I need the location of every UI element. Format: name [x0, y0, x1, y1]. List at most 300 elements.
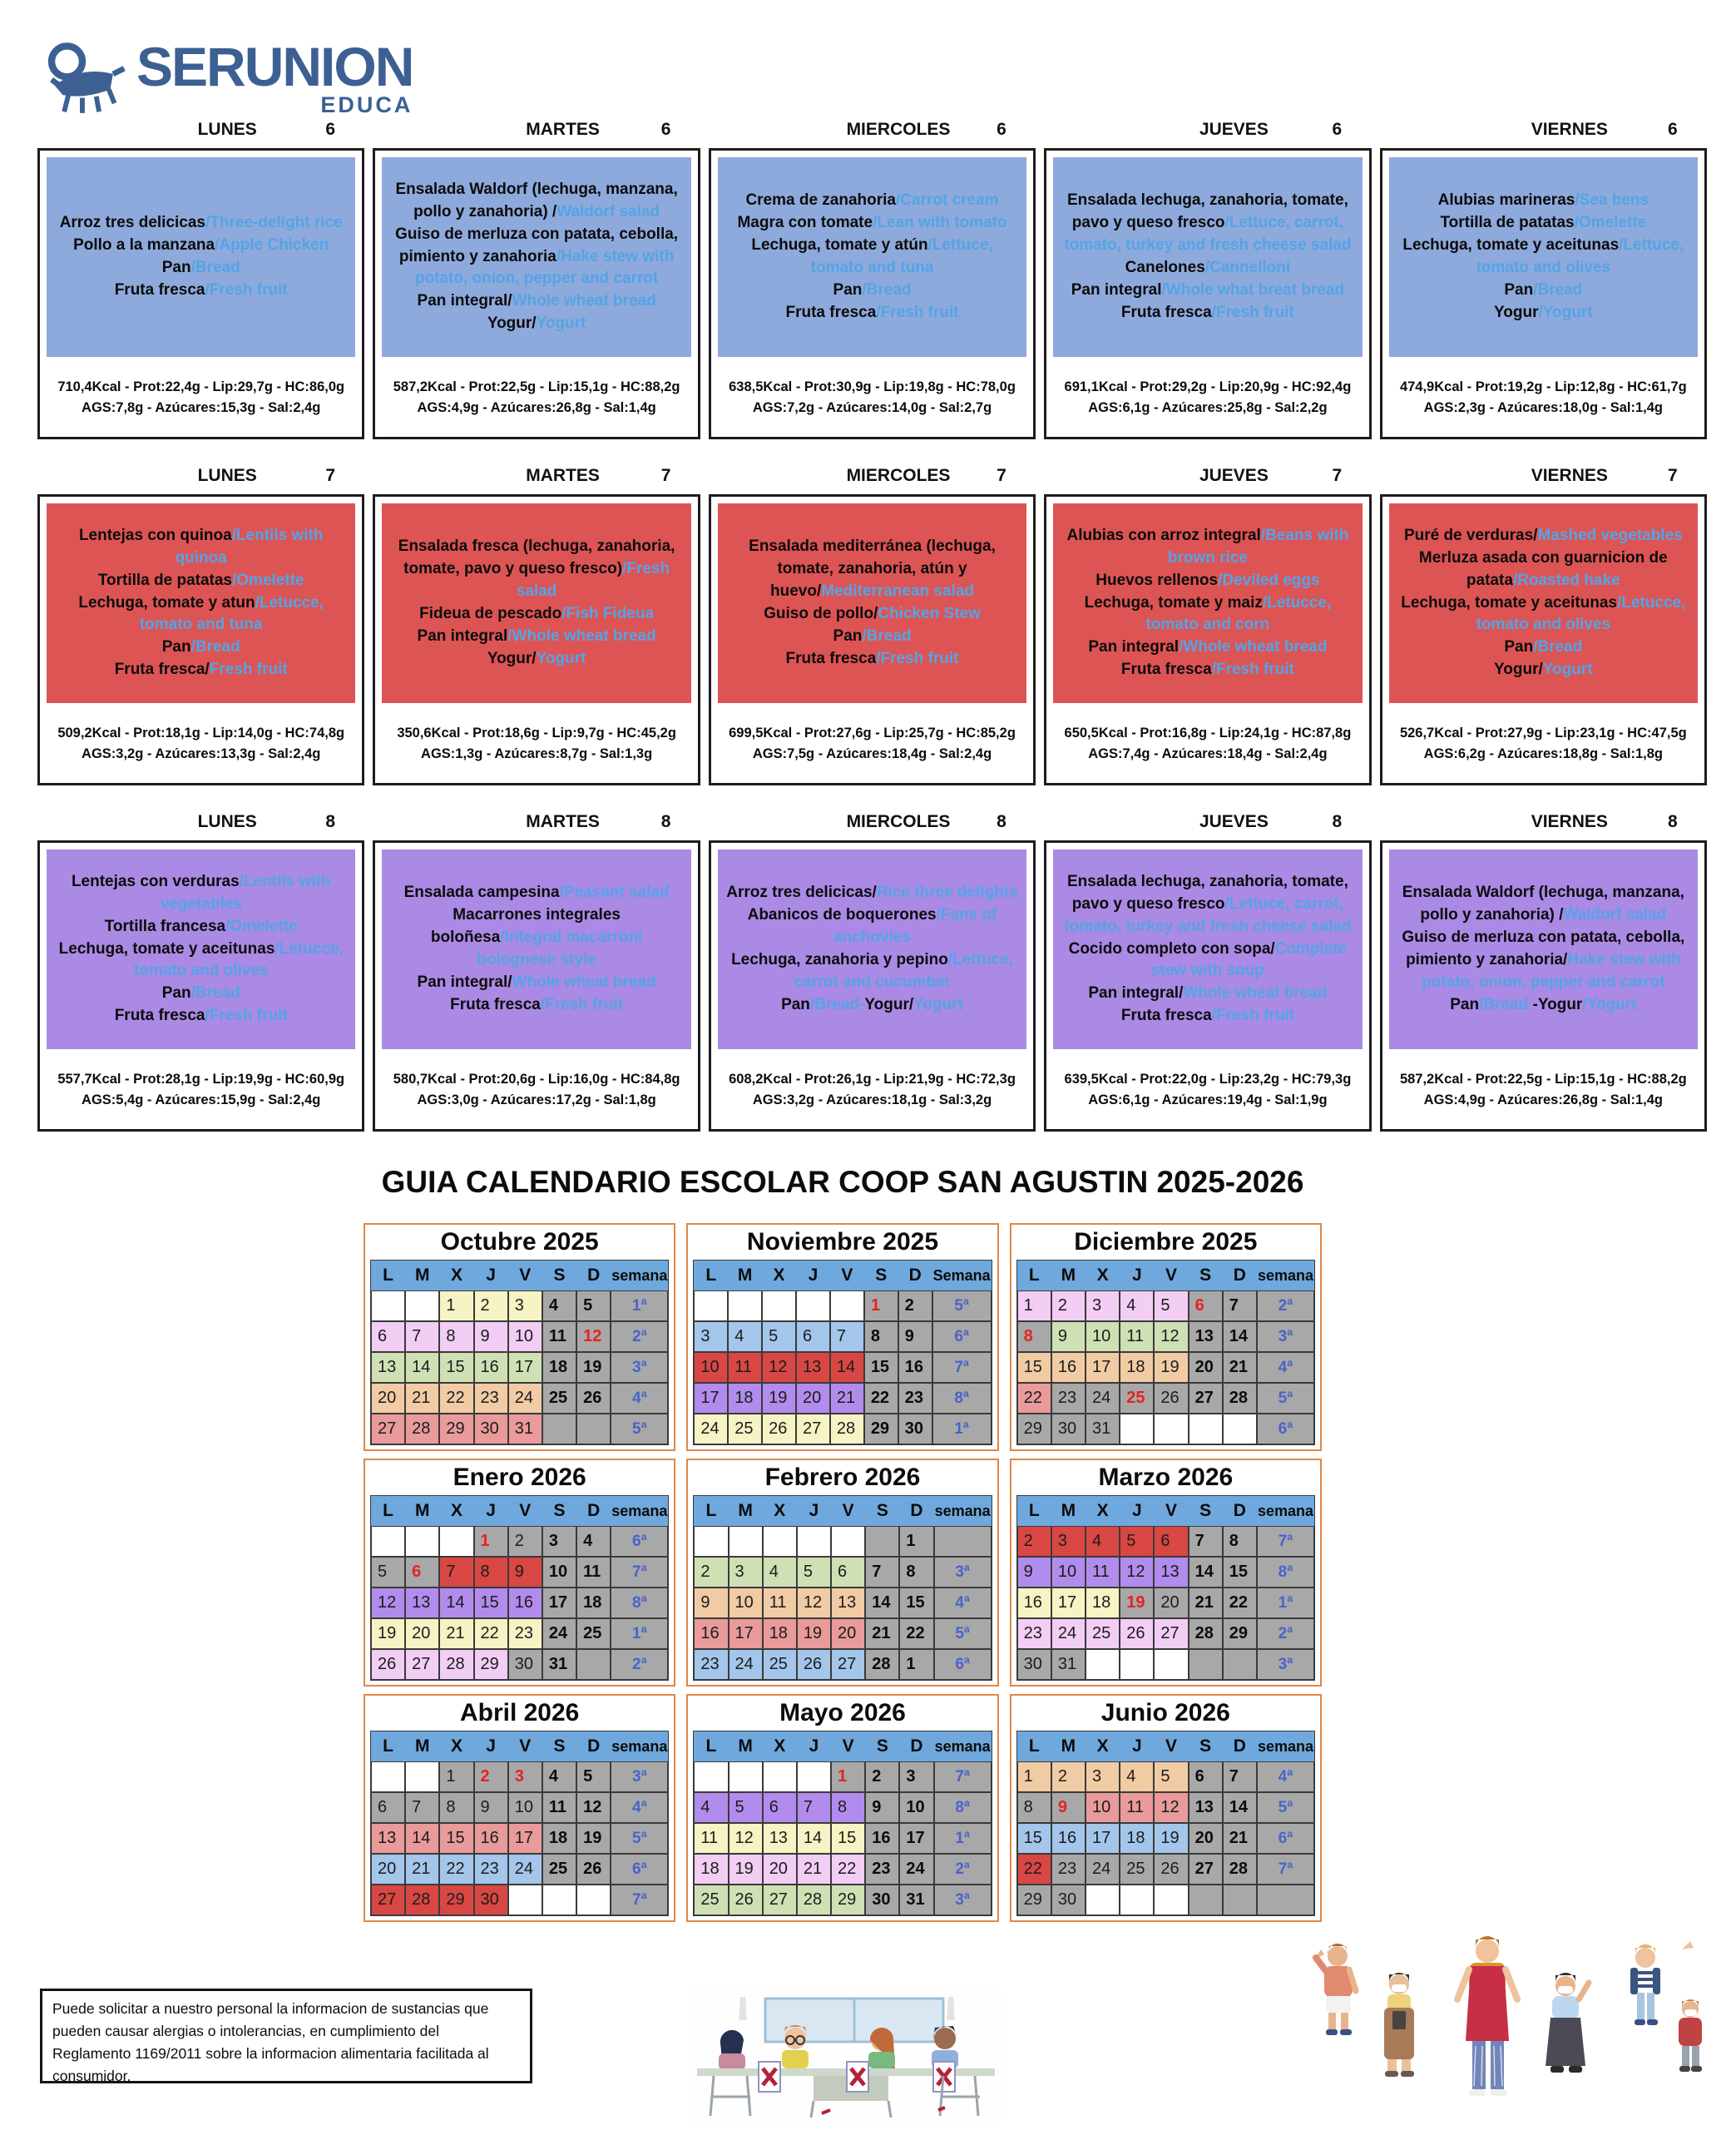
menu-item [726, 302, 1018, 324]
day-cell: 14 [1223, 1321, 1257, 1352]
day-cell: 18 [694, 1854, 728, 1885]
month-card [1010, 1223, 1322, 1451]
day-cell: 6 [405, 1557, 439, 1588]
day-cell: 5 [576, 1290, 611, 1321]
menu-item-segment-en: Whole wheat bread [512, 973, 656, 991]
weekday-header-cell: V [1154, 1496, 1188, 1526]
menu-card-body [1053, 503, 1362, 703]
menu-item-segment-es: Lechuga, tomate y atún [751, 236, 928, 255]
menu-card [37, 494, 364, 785]
menu-item-segment-en: Whole wheat bread [512, 292, 656, 310]
menu-item-segment-es: Lechuga, tomate y atun [78, 593, 255, 612]
day-cell: 8 [899, 1557, 933, 1588]
menu-item-segment-en: /Fresh fruit [540, 995, 624, 1013]
menu-item-segment-en: /Three-delight rice [205, 214, 343, 232]
menu-card-body [718, 157, 1026, 357]
day-cell: 30 [1051, 1414, 1086, 1444]
menu-card [37, 148, 364, 439]
day-number: 6 [1332, 120, 1343, 139]
day-cell: 7 [865, 1557, 899, 1588]
menu-item-segment-en: Mashed vegetables [1537, 526, 1683, 544]
day-cell: 12 [797, 1588, 831, 1618]
day-cell: 26 [1154, 1854, 1188, 1885]
week-number-cell: 4ª [611, 1792, 668, 1823]
ram-logo-icon [43, 38, 130, 122]
day-cell [762, 1290, 796, 1321]
day-label: VIERNES [1531, 120, 1608, 139]
menu-item [390, 972, 682, 994]
menu-item-segment-en: /Lettuce, carrot, tomato, turkey and fresh cheese salad [1064, 894, 1352, 935]
weekday-header-cell: J [1120, 1496, 1154, 1526]
menu-item-segment-es: Guiso de merluza con patata, cebolla, pimiento y zanahoria/ [1402, 929, 1685, 968]
day-cell: 7 [405, 1321, 439, 1352]
menu-item-segment-es: Fideua de pescado [419, 605, 562, 622]
menu-item-segment-en: /Omelette [1574, 214, 1647, 232]
allergen-notice-text: Puede solicitar a nuestro personal la informacion de sustancias que pueden causar alergias o intolerancias, en cumplimiento del Reglamento 1169/2011 sobre la informacion alimentaria facilitada al consumidor. [52, 2000, 489, 2085]
day-cell [439, 1526, 473, 1557]
day-number: 6 [325, 120, 335, 139]
day-cell: 16 [865, 1823, 899, 1854]
menu-item-segment-en: /Lean with tomato [873, 214, 1007, 232]
menu-item [726, 235, 1018, 280]
month-title: Junio 2026 [1100, 1699, 1230, 1726]
day-cell: 27 [1189, 1383, 1223, 1414]
day-cell: 15 [1017, 1823, 1051, 1854]
day-header [1044, 807, 1371, 840]
day-header [709, 115, 1036, 148]
menu-item-segment-en: /Whole what breat bread [1161, 280, 1345, 299]
day-cell: 19 [1154, 1823, 1188, 1854]
menu-item-segment-en: /Peasant salad [559, 884, 670, 902]
menu-item-segment-es: Lentejas con verduras [71, 872, 240, 890]
week-number-cell: 5ª [1257, 1383, 1314, 1414]
weekday-header-cell: D [576, 1496, 611, 1526]
menu-item-segment-en: Complete stew with soup [1150, 939, 1348, 980]
menu-week-row [37, 807, 1707, 1132]
day-cell: 16 [1051, 1823, 1086, 1854]
menu-item [1397, 592, 1689, 637]
day-cell: 17 [1051, 1588, 1086, 1618]
week-number-cell: 2ª [934, 1854, 992, 1885]
day-cell: 18 [728, 1383, 762, 1414]
nutrition-text: 526,7Kcal - Prot:27,9g - Lip:23,1g - HC:47,5g AGS:6,2g - Azúcares:18,8g - Sal:1,8g [1399, 726, 1687, 761]
day-cell: 31 [1086, 1414, 1120, 1444]
menu-item-segment-es: Lechuga, tomate y aceitunas [1401, 593, 1618, 612]
menu-item [1397, 280, 1689, 302]
day-cell: 14 [439, 1588, 473, 1618]
day-cell: 31 [1051, 1649, 1086, 1680]
day-cell: 4 [1120, 1761, 1154, 1792]
menu-item-segment-es: Ensalada lechuga, zanahoria, tomate, pavo y queso fresco [1066, 191, 1348, 232]
menu-card [1380, 494, 1707, 785]
week-number-cell: 1ª [611, 1290, 668, 1321]
menu-item-segment-es: Arroz tres delicicas [59, 214, 205, 232]
day-cell: 23 [1017, 1618, 1051, 1649]
menu-item [1397, 235, 1689, 280]
menu-item-segment-en: /Fresh fruit [1211, 303, 1294, 321]
day-cell: 13 [831, 1588, 865, 1618]
day-cell: 3 [729, 1557, 763, 1588]
day-header [1380, 807, 1707, 840]
week-number-cell: 1ª [932, 1414, 992, 1444]
menu-item-segment-en: /Yogurt [1538, 303, 1593, 321]
day-cell: 28 [865, 1649, 899, 1680]
day-cell: 12 [576, 1321, 611, 1352]
day-cell: 20 [831, 1618, 865, 1649]
menu-item-segment-es: Canelones [1125, 259, 1205, 276]
day-cell: 13 [405, 1588, 439, 1618]
menu-item-segment-en: /Lettuce, tomato and tuna [810, 236, 993, 276]
day-number: 8 [1332, 812, 1343, 831]
day-cell: 11 [763, 1588, 797, 1618]
day-cell: 11 [694, 1823, 728, 1854]
menu-item-segment-en: Rice three delights [876, 884, 1018, 902]
week-number-cell: 6ª [934, 1649, 992, 1680]
day-cell: 12 [1120, 1557, 1154, 1588]
menu-item [55, 235, 347, 257]
menu-item-segment-es: Pan [781, 995, 810, 1013]
menu-item [726, 626, 1018, 648]
menu-item [1061, 871, 1353, 939]
menu-item [1061, 190, 1353, 257]
menu-item [1061, 1005, 1353, 1028]
day-cell: 24 [729, 1649, 763, 1680]
weekday-header-cell: L [371, 1261, 405, 1290]
day-cell: 27 [1154, 1618, 1188, 1649]
weekday-header-cell: V [508, 1731, 542, 1761]
menu-item-segment-en: /Omelette [232, 571, 304, 589]
week-number-cell: 6ª [611, 1854, 668, 1885]
day-cell: 23 [508, 1618, 542, 1649]
menu-item-segment-en: /Bread [190, 259, 240, 276]
day-cell [763, 1761, 797, 1792]
weekday-header-cell: M [1051, 1261, 1086, 1290]
day-cell [405, 1290, 439, 1321]
day-cell: 14 [1189, 1557, 1223, 1588]
day-cell: 22 [1223, 1588, 1257, 1618]
week-column-header: semana [611, 1496, 668, 1526]
menu-item-segment-es: Fruta fresca [785, 303, 877, 321]
weekday-header-cell: M [405, 1261, 439, 1290]
month-title: Abril 2026 [459, 1699, 580, 1726]
week-number-cell: 6ª [611, 1526, 668, 1557]
day-header [1044, 461, 1371, 494]
menu-card [709, 494, 1036, 785]
day-cell: 17 [1086, 1352, 1120, 1383]
day-cell: 28 [405, 1414, 439, 1444]
menu-card-body [1053, 157, 1362, 357]
menu-item-segment-es: Pan integral [1071, 280, 1162, 299]
menu-card-body [47, 157, 355, 357]
menu-card [709, 148, 1036, 439]
menu-item-segment-en: /Bread [1479, 995, 1533, 1013]
weekday-header-cell: D [576, 1731, 611, 1761]
weekday-header-cell: X [1086, 1731, 1120, 1761]
menu-item-segment-en: /Bread- [809, 995, 865, 1013]
day-cell: 7 [797, 1792, 831, 1823]
nutrition-text: 608,2Kcal - Prot:26,1g - Lip:21,9g - HC:72,3g AGS:3,2g - Azúcares:18,1g - Sal:3,2g [729, 1072, 1016, 1107]
day-cell [1120, 1414, 1154, 1444]
day-cell: 19 [729, 1854, 763, 1885]
weekday-header-cell: L [371, 1731, 405, 1761]
menu-item-segment-es: Yogur/ [1494, 661, 1543, 679]
day-cell: 27 [1189, 1854, 1223, 1885]
week-column-header: semana [1257, 1731, 1314, 1761]
day-cell [797, 1761, 831, 1792]
day-cell: 18 [1086, 1588, 1120, 1618]
day-cell: 18 [542, 1823, 576, 1854]
day-cell: 23 [694, 1649, 728, 1680]
weekday-header-cell: D [1223, 1731, 1257, 1761]
day-cell: 22 [899, 1618, 933, 1649]
classroom-illustration [689, 1990, 1003, 2122]
day-label: MARTES [526, 120, 600, 139]
day-cell: 22 [439, 1854, 473, 1885]
weekday-header-cell: V [831, 1496, 865, 1526]
week-number-cell [934, 1526, 992, 1557]
menu-item-segment-es: Abanicos de boquerones [747, 906, 937, 924]
menu-item-segment-en: Chicken Stew [878, 605, 981, 622]
day-cell: 8 [1223, 1526, 1257, 1557]
weekday-header-cell: L [1017, 1496, 1051, 1526]
menu-item [726, 190, 1018, 212]
day-cell: 30 [1051, 1885, 1086, 1915]
day-cell: 2 [1051, 1761, 1086, 1792]
week-number-cell: 8ª [1257, 1557, 1314, 1588]
day-cell: 29 [439, 1414, 473, 1444]
weekday-header-cell: M [729, 1731, 763, 1761]
day-header [373, 807, 700, 840]
nutrition-text: 509,2Kcal - Prot:18,1g - Lip:14,0g - HC:74,8g AGS:3,2g - Azúcares:13,3g - Sal:2,4g [57, 726, 345, 761]
menu-item-segment-es: Ensalada lechuga, zanahoria, tomate, pavo y queso fresco [1066, 872, 1348, 913]
menu-item [726, 536, 1018, 603]
day-cell: 2 [694, 1557, 728, 1588]
week-number-cell: 2ª [1257, 1290, 1314, 1321]
day-cell: 11 [542, 1792, 576, 1823]
menu-item-segment-es: Pan [1450, 995, 1480, 1013]
menu-item-segment-en: /Omelette [225, 917, 298, 935]
month-table [370, 1731, 669, 1916]
menu-card-body [382, 157, 690, 357]
weekday-header-cell: J [474, 1496, 508, 1526]
menu-item [390, 536, 682, 603]
day-cell: 21 [405, 1854, 439, 1885]
menu-card [1380, 840, 1707, 1132]
day-cell: 15 [474, 1588, 508, 1618]
day-cell: 10 [508, 1321, 542, 1352]
day-cell: 4 [728, 1321, 762, 1352]
day-cell: 8 [439, 1321, 473, 1352]
day-cell: 6 [763, 1792, 797, 1823]
menu-item-segment-es: Pan [1504, 280, 1534, 299]
day-cell: 26 [576, 1383, 611, 1414]
day-cell: 26 [371, 1649, 405, 1680]
day-cell: 20 [371, 1383, 405, 1414]
week-number-cell: 8ª [932, 1383, 992, 1414]
month-title: Enero 2026 [453, 1464, 586, 1491]
day-cell: 12 [729, 1823, 763, 1854]
day-cell [576, 1885, 611, 1915]
day-cell: 29 [474, 1649, 508, 1680]
day-cell: 18 [576, 1588, 611, 1618]
day-label: MARTES [526, 466, 600, 485]
menu-item [390, 224, 682, 291]
week-number-cell: 3ª [934, 1885, 992, 1915]
day-cell: 23 [474, 1854, 508, 1885]
nutrition-text: 474,9Kcal - Prot:19,2g - Lip:12,8g - HC:61,7g AGS:2,3g - Azúcares:18,0g - Sal:1,4g [1399, 379, 1687, 415]
menu-item [390, 904, 682, 972]
day-cell: 31 [508, 1414, 542, 1444]
menu-item [390, 313, 682, 335]
weekday-header-cell: J [1120, 1731, 1154, 1761]
day-cell: 23 [898, 1383, 932, 1414]
week-number-cell: 8ª [934, 1792, 992, 1823]
day-cell: 19 [576, 1823, 611, 1854]
day-cell: 21 [1223, 1823, 1257, 1854]
day-cell: 1 [439, 1761, 473, 1792]
weekday-header-cell: V [830, 1261, 864, 1290]
day-header-strip [37, 807, 1707, 840]
menu-item [55, 983, 347, 1005]
menu-item-segment-es: Pan integral/ [417, 292, 512, 310]
menu-item-segment-es: Magra con tomate [737, 214, 873, 232]
day-cell: 2 [865, 1761, 899, 1792]
menu-item [55, 1005, 347, 1028]
day-cell: 5 [371, 1557, 405, 1588]
week-number-cell: 7ª [611, 1885, 668, 1915]
day-header [709, 807, 1036, 840]
day-cell: 11 [1120, 1792, 1154, 1823]
day-cell: 22 [831, 1854, 865, 1885]
day-header [1380, 461, 1707, 494]
nutrition-text: 638,5Kcal - Prot:30,9g - Lip:19,8g - HC:78,0g AGS:7,2g - Azúcares:14,0g - Sal:2,7g [729, 379, 1016, 415]
day-cell [694, 1526, 728, 1557]
menu-item-segment-es: Fruta fresca [114, 280, 205, 299]
day-cell: 20 [371, 1854, 405, 1885]
weekday-header-cell: J [796, 1261, 830, 1290]
menu-item-segment-es: Ensalada Waldorf (lechuga, manzana, pollo y zanahoria) / [1402, 884, 1684, 924]
menu-item-segment-es: Arroz tres delicicas/ [726, 884, 877, 902]
weekday-header-cell: J [797, 1731, 831, 1761]
day-cell [865, 1526, 899, 1557]
week-column-header: semana [611, 1261, 668, 1290]
day-header [373, 115, 700, 148]
day-cell: 25 [1086, 1618, 1120, 1649]
day-cell: 22 [1017, 1854, 1051, 1885]
menu-item [390, 290, 682, 313]
menu-item-segment-en: /Sea bens [1575, 191, 1649, 210]
day-cell: 28 [797, 1885, 831, 1915]
menu-item-segment-es: Tortilla de patatas [1440, 214, 1575, 232]
day-cell: 28 [830, 1414, 864, 1444]
day-cell: 24 [508, 1854, 542, 1885]
day-label: LUNES [197, 812, 257, 831]
day-cell: 20 [1189, 1823, 1223, 1854]
month-card [1010, 1459, 1322, 1687]
menu-item-segment-en: /Letucce, tomato and corn [1145, 593, 1332, 634]
week-number-cell: 2ª [611, 1321, 668, 1352]
day-cell: 6 [1154, 1526, 1188, 1557]
menu-item-segment-es: Huevos rellenos [1096, 571, 1219, 589]
menu-card-body [382, 503, 690, 703]
week-number-cell: 6ª [932, 1321, 992, 1352]
weekday-header-cell: V [508, 1496, 542, 1526]
week-number-cell: 3ª [611, 1761, 668, 1792]
day-cell: 25 [694, 1885, 728, 1915]
day-cell: 30 [898, 1414, 932, 1444]
day-cell: 27 [405, 1649, 439, 1680]
weekday-header-cell: L [694, 1496, 728, 1526]
day-cell: 10 [1051, 1557, 1086, 1588]
day-cell: 27 [796, 1414, 830, 1444]
day-cell: 21 [865, 1618, 899, 1649]
menu-item-segment-en: /Lettuce, tomato and olives [1476, 236, 1684, 276]
day-cell: 25 [576, 1618, 611, 1649]
day-cell: 8 [1017, 1792, 1051, 1823]
nutrition-text: 650,5Kcal - Prot:16,8g - Lip:24,1g - HC:87,8g AGS:7,4g - Azúcares:18,4g - Sal:2,4g [1064, 726, 1352, 761]
day-cell: 21 [1223, 1352, 1257, 1383]
menu-item [1061, 570, 1353, 592]
day-cell: 29 [1223, 1618, 1257, 1649]
menu-item-segment-en: /Lettuce, carrot, tomato, turkey and fresh cheese salad [1064, 214, 1352, 255]
day-cell [1086, 1649, 1120, 1680]
weekday-header-cell: D [899, 1731, 933, 1761]
day-cell [763, 1526, 797, 1557]
menu-item-segment-es: Cocido completo con sopa/ [1068, 939, 1275, 958]
menu-item [55, 525, 347, 570]
day-cell: 18 [542, 1352, 576, 1383]
menu-item-segment-es: Crema de zanahoria [745, 191, 897, 210]
day-cell: 2 [508, 1526, 542, 1557]
day-cell: 9 [694, 1588, 728, 1618]
day-cell: 21 [1189, 1588, 1223, 1618]
day-cell: 31 [899, 1885, 933, 1915]
menu-item [1061, 939, 1353, 983]
menu-item-segment-en: /Whole wheat bread [1179, 638, 1328, 656]
menu-item-segment-es: Fruta fresca [1120, 661, 1212, 679]
menu-item-segment-es: -Yogur [1532, 995, 1583, 1013]
weekday-header-cell: M [405, 1496, 439, 1526]
menu-item-segment-es: Pollo a la manzana [73, 236, 215, 255]
day-cell: 1 [439, 1290, 473, 1321]
day-cell [1189, 1885, 1223, 1915]
week-number-cell: 4ª [934, 1588, 992, 1618]
menu-item-segment-es: Fruta fresca [785, 649, 877, 667]
menu-item-segment-en: Hake stew with potato, onion, pepper and carrot [1422, 951, 1681, 991]
day-cell: 22 [864, 1383, 898, 1414]
day-cell: 16 [474, 1352, 508, 1383]
day-cell [1223, 1649, 1257, 1680]
weekday-header-cell: S [1189, 1261, 1223, 1290]
day-cell: 15 [899, 1588, 933, 1618]
day-cell: 28 [1223, 1854, 1257, 1885]
day-label: VIERNES [1531, 466, 1608, 485]
day-cell [1223, 1414, 1257, 1444]
menu-item-segment-en: /Hake stew with potato, onion, pepper and carrot [414, 247, 675, 288]
menu-week-row [37, 115, 1707, 439]
day-label: JUEVES [1199, 812, 1269, 831]
menu-item [1061, 302, 1353, 324]
day-cell: 20 [1154, 1588, 1188, 1618]
weekday-header-cell: X [763, 1496, 797, 1526]
menu-item [55, 916, 347, 939]
day-label: LUNES [197, 466, 257, 485]
day-label: MIERCOLES [846, 120, 951, 139]
menu-item-segment-es: Alubias con arroz integral [1066, 526, 1261, 544]
menu-item [1397, 212, 1689, 235]
nutrition-text: 699,5Kcal - Prot:27,6g - Lip:25,7g - HC:85,2g AGS:7,5g - Azúcares:18,4g - Sal:2,4g [729, 726, 1016, 761]
day-cell: 12 [1154, 1321, 1188, 1352]
